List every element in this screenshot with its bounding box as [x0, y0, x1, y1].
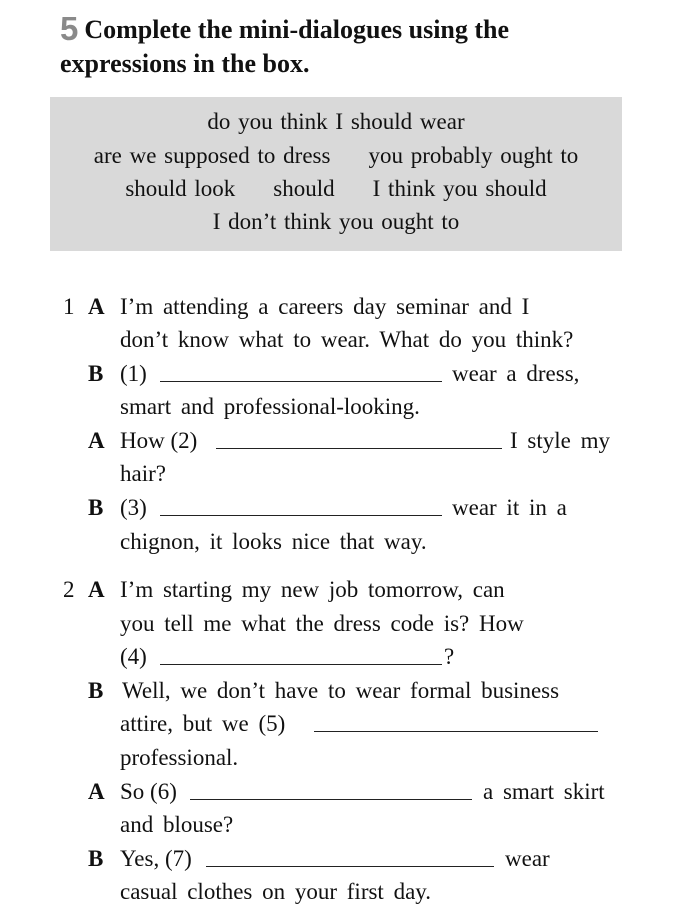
dialogue-line: don’t know what to wear. What do you think?	[120, 327, 574, 352]
exercise-title-line2: expressions in the box.	[60, 49, 310, 78]
expression-item: are we supposed to dress	[93, 143, 331, 168]
expression-row-4	[50, 209, 622, 235]
expression-item: you probably ought to	[368, 143, 579, 168]
expression-row-1	[50, 109, 622, 135]
dialogue-line: smart and professional-looking.	[120, 394, 420, 419]
expression-item: should look	[125, 176, 236, 201]
speaker-b: B	[88, 361, 104, 386]
gap-label: (4)	[120, 644, 147, 669]
speaker-a: A	[88, 577, 105, 602]
gap-label: How (2)	[120, 428, 198, 453]
dialogue-line: I style my	[510, 428, 610, 453]
expressions-box	[50, 97, 622, 251]
dialogue-line: I’m attending a careers day seminar and I	[120, 294, 530, 319]
dialogue-line: you tell me what the dress code is? How	[120, 611, 524, 636]
exercise-heading	[60, 10, 660, 79]
dialogue-line: Well, we don’t have to wear formal business	[122, 678, 560, 703]
expression-item: I think you should	[372, 176, 547, 201]
dialogue-line: professional.	[120, 745, 239, 770]
expression-item: do you think I should wear	[207, 109, 465, 134]
speaker-a: A	[88, 779, 105, 804]
speaker-a: A	[88, 294, 105, 319]
expression-row-3	[50, 176, 622, 202]
expression-item: I don’t think you ought to	[212, 209, 460, 234]
gap-label: Yes, (7)	[120, 846, 192, 871]
dialogue-line: wear	[505, 846, 550, 871]
dialogue-line: hair?	[120, 461, 166, 486]
speaker-b: B	[88, 495, 104, 520]
speaker-b: B	[88, 846, 104, 871]
dialogue-line: and blouse?	[120, 812, 234, 837]
answer-blank-4[interactable]	[160, 644, 442, 665]
gap-label: attire, but we (5)	[120, 711, 286, 736]
dialogue-number: 1	[63, 294, 75, 319]
speaker-a: A	[88, 428, 105, 453]
expression-row-2	[50, 143, 622, 169]
dialogue-line: a smart skirt	[483, 779, 605, 804]
exercise-number: 5	[60, 10, 79, 47]
gap-label: (1)	[120, 361, 147, 386]
answer-blank-5[interactable]	[314, 711, 598, 732]
exercise-title-line1: Complete the mini-dialogues using the	[84, 15, 510, 44]
expression-item: should	[273, 176, 335, 201]
answer-blank-1[interactable]	[160, 361, 442, 382]
answer-blank-2[interactable]	[216, 428, 502, 449]
dialogue-line: casual clothes on your first day.	[120, 879, 432, 904]
dialogue-number: 2	[63, 577, 75, 602]
dialogue-line: chignon, it looks nice that way.	[120, 529, 427, 554]
speaker-b: B	[88, 678, 104, 703]
gap-label: (3)	[120, 495, 147, 520]
dialogue-line: I’m starting my new job tomorrow, can	[120, 577, 505, 602]
dialogue-line: wear a dress,	[452, 361, 580, 386]
dialogue-line: wear it in a	[452, 495, 567, 520]
gap-label: So (6)	[120, 779, 177, 804]
dialogue-line: ?	[444, 644, 455, 669]
answer-blank-6[interactable]	[190, 779, 472, 800]
answer-blank-7[interactable]	[206, 846, 494, 867]
answer-blank-3[interactable]	[160, 495, 442, 516]
